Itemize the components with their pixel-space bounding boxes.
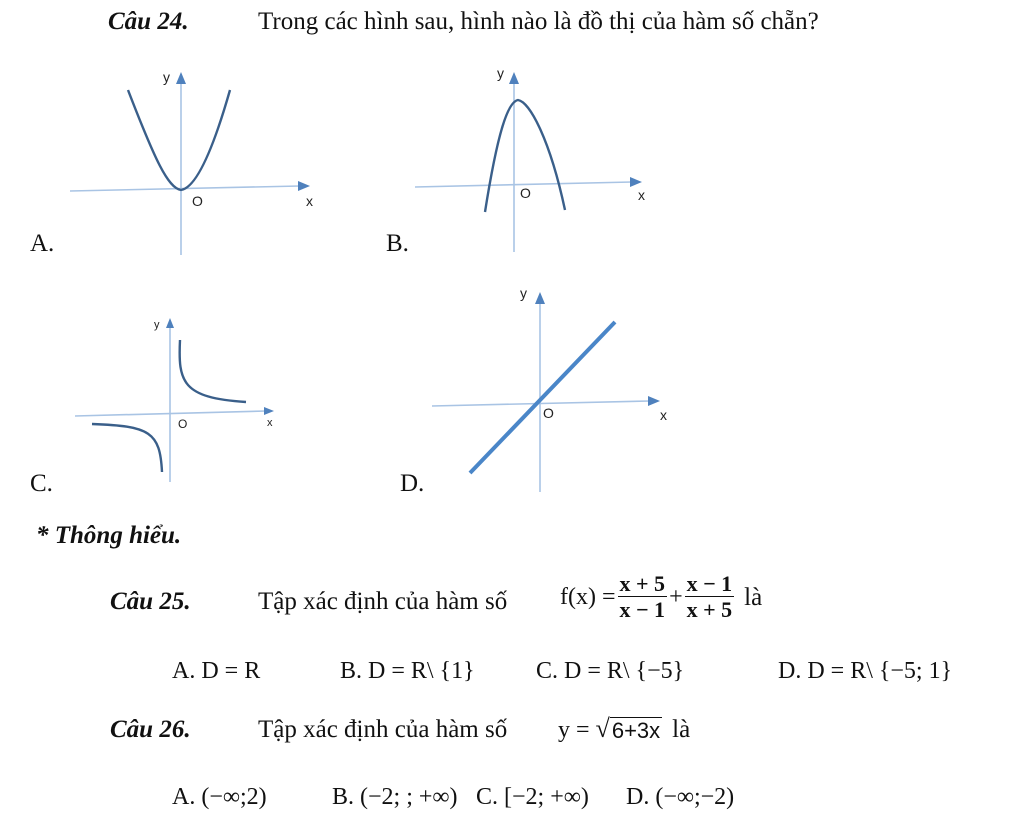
graph-d-y-arrow-icon — [535, 292, 545, 304]
graph-c — [70, 312, 290, 487]
q26-sqrt — [596, 714, 663, 744]
graph-b-x-arrow-icon — [630, 177, 642, 187]
q26-radicand: 6+3x — [611, 718, 661, 743]
q26-y-eq: y = — [558, 717, 590, 743]
q24-number: Câu 24. — [108, 8, 189, 35]
graph-a-origin-label: O — [192, 193, 203, 209]
graph-b-y-label: y — [497, 65, 504, 81]
q26-formula — [558, 714, 690, 744]
graph-c-origin-label: O — [178, 417, 188, 431]
q25-fraction-1 — [618, 572, 668, 623]
q25-fraction-2 — [685, 572, 735, 623]
q24-text: Trong các hình sau, hình nào là đồ thị của hàm số chẵn? — [258, 8, 819, 35]
q24-option-d: D. — [400, 470, 425, 497]
q25-fraction-1-denominator: x − 1 — [619, 597, 666, 622]
q25-fraction-2-numerator: x − 1 — [686, 571, 733, 596]
q25-option-d: D. D = R\ {−5; 1} — [778, 658, 953, 684]
graph-a-x-arrow-icon — [298, 181, 310, 191]
graph-a-y-label: y — [163, 69, 170, 85]
q26-sqrt-sign: √ — [595, 714, 610, 743]
graph-d-origin-label: O — [543, 405, 554, 421]
q26-text: Tập xác định của hàm số — [258, 716, 508, 743]
q26-option-b: B. (−2; ; +∞) — [332, 784, 458, 810]
q25-plus: + — [669, 584, 683, 610]
q25-fraction-1-numerator: x + 5 — [619, 571, 666, 596]
graph-d-x-arrow-icon — [648, 396, 660, 406]
graph-b-x-label: x — [638, 187, 645, 203]
q25-option-b: B. D = R\ {1} — [340, 658, 475, 684]
q24-option-b: B. — [386, 230, 409, 257]
q25-suffix: là — [744, 583, 763, 611]
q26-suffix: là — [672, 716, 691, 743]
q26-option-a: A. (−∞;2) — [172, 784, 267, 810]
graph-c-x-label: x — [267, 417, 273, 429]
graph-c-x-arrow-icon — [264, 407, 274, 415]
graph-d-x-label: x — [660, 407, 667, 423]
graph-c-branch-right — [180, 340, 246, 402]
q25-option-a: A. D = R — [172, 658, 261, 684]
q26-number: Câu 26. — [110, 716, 191, 743]
q25-number: Câu 25. — [110, 588, 191, 615]
graph-c-branch-left — [92, 424, 162, 472]
q25-option-c: C. D = R\ {−5} — [536, 658, 685, 684]
q25-fx: f(x) = — [560, 584, 616, 610]
graph-d-y-label: y — [520, 285, 527, 301]
graph-b-origin-label: O — [520, 185, 531, 201]
graph-d-line — [470, 322, 615, 473]
section-heading: * Thông hiểu. — [36, 522, 182, 549]
q24-option-c: C. — [30, 470, 53, 497]
graph-d — [430, 280, 700, 495]
q24-option-a: A. — [30, 230, 55, 257]
q26-option-d: D. (−∞;−2) — [626, 784, 735, 810]
graph-a-x-label: x — [306, 193, 313, 209]
graph-b — [410, 60, 670, 260]
q25-formula — [560, 572, 762, 623]
q26-option-c: C. [−2; +∞) — [476, 784, 589, 810]
graph-a-y-arrow-icon — [176, 72, 186, 84]
graph-c-y-label: y — [154, 319, 160, 331]
graph-b-y-arrow-icon — [509, 72, 519, 84]
graph-a — [60, 60, 330, 260]
q25-text: Tập xác định của hàm số — [258, 588, 508, 615]
q25-fraction-2-denominator: x + 5 — [686, 597, 733, 622]
graph-c-y-arrow-icon — [166, 318, 174, 328]
graph-a-parabola — [128, 90, 230, 190]
